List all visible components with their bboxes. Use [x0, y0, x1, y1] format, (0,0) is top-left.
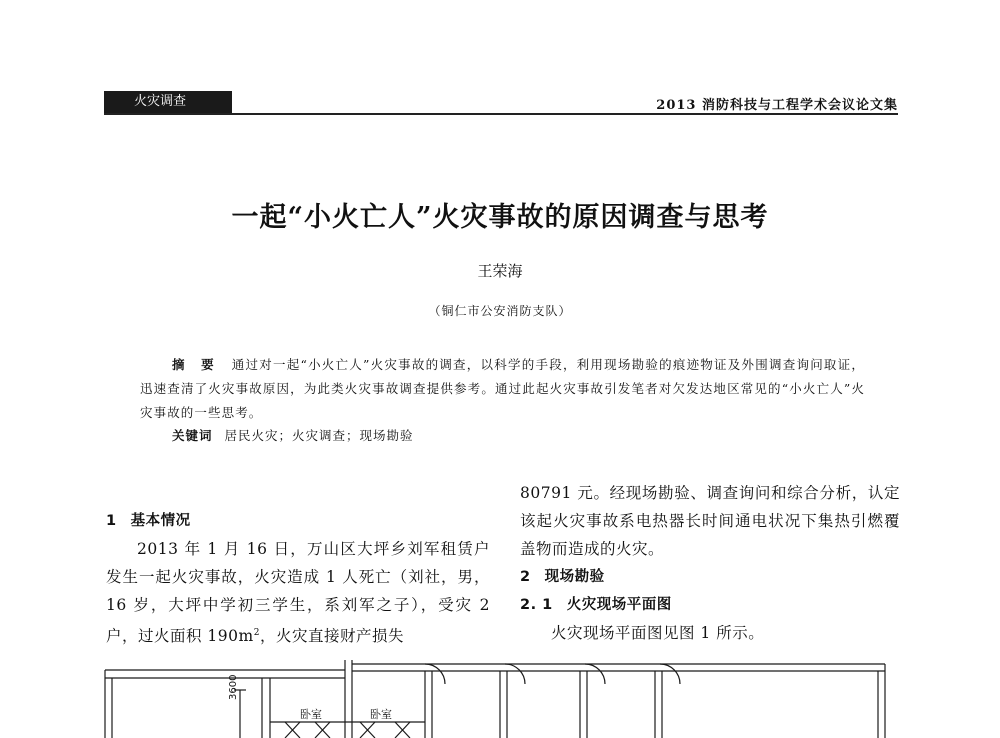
keywords-text: 居民火灾；火灾调查；现场勘验 [224, 428, 414, 443]
section-title: 现场勘验 [544, 569, 605, 585]
body-paragraph-continued: 80791 元。经现场勘验、调查询问和综合分析，认定该起火灾事故系电热器长时间通电状况下集热引燃覆盖物而造成的火灾。 [520, 484, 900, 558]
journal-title: 2013 消防科技与工程学术会议论文集 [656, 98, 898, 113]
abstract-text: 通过对一起“小火亡人”火灾事故的调查，以科学的手段，利用现场勘验的痕迹物证及外围调查询问取证，迅速查清了火灾事故原因，为此类火灾事故调查提供参考。通过此起火灾事故引发笔者对欠发达地区常见的“小火亡人”火灾事故的一些思考。 [140, 357, 865, 420]
keywords-label: 关键词 [172, 428, 213, 443]
article-title: 一起“小火亡人”火灾事故的原因调查与思考 [231, 202, 769, 233]
room-label: 卧室 [300, 708, 322, 721]
superscript: 2 [253, 628, 260, 638]
author-name: 王荣海 [477, 262, 523, 280]
dimension-label: 3600 [228, 674, 239, 700]
section-number: 2 [520, 569, 531, 585]
author-affiliation: （铜仁市公安消防支队） [428, 304, 572, 318]
paragraph-text: 2013 年 1 月 16 日，万山区大坪乡刘军租赁户发生一起火灾事故，火灾造成 1 人死亡（刘社，男，16 岁，大坪中学初三学生，系刘军之子），受灾 2 户，过火面积 190m [106, 540, 490, 646]
abstract-label: 摘 要 [172, 357, 220, 372]
body-paragraph: 火灾现场平面图见图 1 所示。 [551, 624, 765, 642]
section-number: 1 [106, 513, 117, 529]
subsection-number: 2. 1 [520, 597, 553, 613]
paragraph-text-tail: ，火灾直接财产损失 [259, 627, 404, 646]
room-label: 卧室 [370, 708, 392, 721]
section-title: 基本情况 [130, 513, 191, 529]
section-tag: 火灾调查 [104, 91, 232, 113]
subsection-title: 火灾现场平面图 [566, 597, 672, 613]
